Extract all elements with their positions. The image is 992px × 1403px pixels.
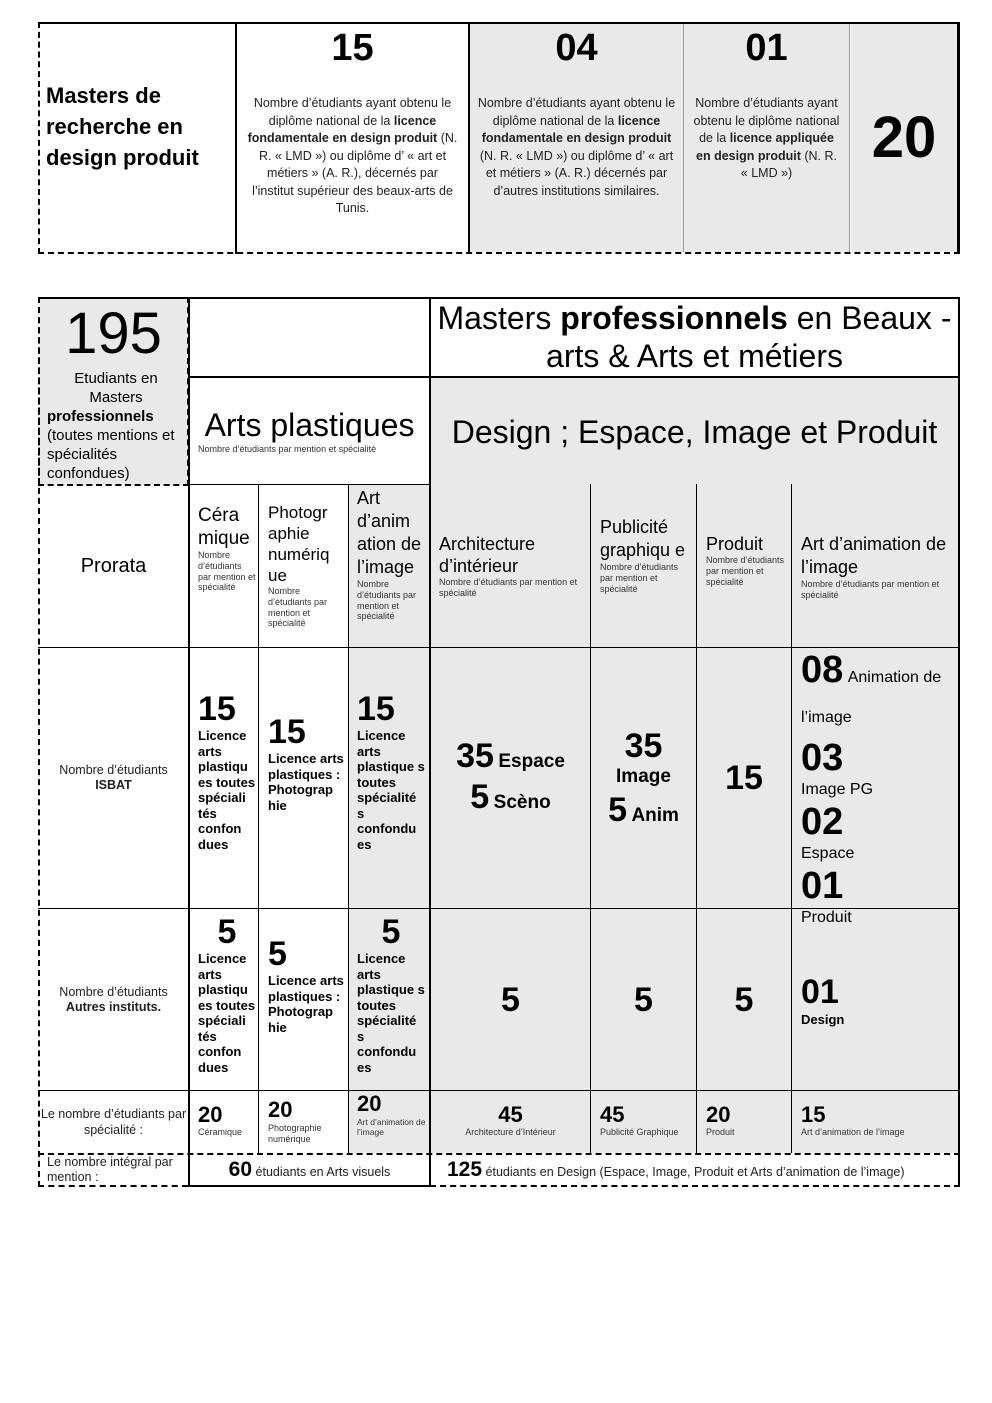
cell-number: 45 — [498, 1102, 523, 1127]
col-appliquee-description — [692, 95, 841, 183]
isbat-produit: 15 — [725, 759, 763, 797]
col-isbat-description — [245, 95, 460, 218]
spec-name: Photogr aphie numériq ue — [268, 503, 330, 585]
per-spec-photo — [268, 1097, 348, 1145]
spec-publicite — [600, 516, 692, 594]
cell-number: 01 — [801, 973, 839, 1011]
desc-text: (N. R. « LMD ») ou diplôme d’ « art et métiers » (A. R.), décernés par l’institut supérieur des beaux-arts de Tunis. — [252, 131, 458, 215]
cell-number: 03 — [801, 737, 844, 779]
cell-number: 5 — [217, 913, 237, 951]
spec-produit — [706, 533, 791, 587]
caption-bold: professionnels — [47, 408, 154, 425]
desc-bold: licence fondamentale en design produit — [247, 113, 438, 145]
design-title: Design ; Espace, Image et Produit — [451, 414, 938, 450]
integral-label: Le nombre intégral par mention : — [47, 1155, 173, 1184]
header-bold: professionnels — [560, 300, 788, 336]
cell-text: Produit — [801, 909, 852, 926]
cell-text: Céramique — [198, 1127, 243, 1137]
cell-text: Licence arts plastiqu es toutes spéciali tés confon dues — [198, 951, 256, 1075]
h-line — [430, 1185, 960, 1187]
col-isbat-licence — [235, 22, 470, 254]
cell-text: Licence arts plastiques : Photograp hie — [268, 751, 344, 813]
arts-plastiques-title: Arts plastiques — [204, 407, 415, 443]
isbat-row-label — [40, 763, 187, 793]
cell-number: 5 — [608, 791, 627, 829]
cell-text: Animation de l’image — [801, 669, 942, 726]
v-line — [696, 484, 697, 1153]
per-spec-pub — [600, 1103, 695, 1138]
col-appliquee-number: 01 — [745, 27, 788, 69]
cell-number: 08 — [801, 649, 844, 691]
cell-text: Licence arts plastique s toutes spécialité s confondu es — [357, 728, 425, 852]
desc-bold: licence fondamentale en design produit — [481, 113, 672, 145]
cell-text: Espace — [498, 751, 565, 772]
cell-number: 5 — [381, 913, 401, 951]
cell-number: 15 — [198, 690, 236, 728]
desc-text: Nombre d’étudiants ayant obtenu le diplôme national de la — [253, 96, 452, 128]
desc-text: Nombre d’étudiants ayant obtenu le diplôme national de la — [477, 96, 676, 128]
spec-name: Produit — [706, 534, 764, 554]
col-licence-appliquee — [684, 24, 850, 252]
per-spec-archi — [431, 1103, 590, 1138]
row-label-text: Nombre d’étudiants — [59, 985, 168, 999]
spec-sub: Nombre d’étudiants par mention et spécialité — [706, 555, 785, 587]
col-other-description — [476, 95, 677, 200]
header-text: en Beaux -arts & Arts et métiers — [546, 300, 952, 374]
col-isbat-number: 15 — [331, 27, 374, 69]
cell-number: 20 — [706, 1102, 731, 1127]
cell-text: Art d’animation de l’image — [357, 1117, 426, 1138]
cell-number: 20 — [268, 1097, 293, 1122]
autres-photo — [268, 935, 348, 1035]
professional-total-caption — [47, 369, 185, 483]
cell-text: Anim — [631, 805, 679, 826]
caption-text: Etudiants en Masters — [74, 370, 158, 406]
v-line — [791, 484, 792, 1153]
cell-number: 35 — [456, 737, 494, 775]
cell-number: 35 — [624, 727, 663, 765]
per-spec-label: Le nombre d’étudiants par spécialité : — [40, 1107, 187, 1137]
cell-text: Produit — [706, 1127, 735, 1137]
spec-architecture — [439, 533, 589, 599]
v-line — [258, 484, 259, 1153]
integral-arts — [190, 1157, 429, 1185]
integral-design-text: étudiants en Design (Espace, Image, Produit et Arts d’animation de l’image) — [485, 1165, 905, 1179]
autres-archi: 5 — [501, 981, 520, 1019]
per-spec-anim — [357, 1091, 427, 1137]
cell-text: Image PG — [801, 781, 874, 798]
autres-art-anim — [801, 972, 951, 1028]
cell-number: 01 — [801, 865, 844, 907]
desc-text: (N. R. « LMD ») — [740, 148, 837, 180]
desc-bold: licence appliquée en design produit — [696, 131, 834, 163]
h-line — [188, 376, 960, 378]
cell-text: Licence arts plastiques : Photograp hie — [268, 973, 344, 1035]
h-line — [38, 1185, 188, 1187]
cell-number: 45 — [600, 1102, 625, 1127]
spec-art-animation-design — [801, 533, 956, 601]
h-line — [188, 484, 430, 485]
main-header — [431, 299, 958, 375]
cell-text: Art d’animation de l’image — [801, 1127, 905, 1137]
isbat-photo — [268, 713, 348, 813]
row-label-bold: ISBAT — [95, 778, 132, 792]
isbat-art-anim — [801, 650, 958, 928]
research-masters-title: Masters de recherche en design produit — [46, 83, 199, 170]
cell-number: 5 — [470, 778, 490, 816]
cell-number: 15 — [268, 713, 306, 751]
caption-text: (toutes mentions et spécialités confondues) — [47, 427, 175, 482]
row-label-bold: Autres instituts. — [65, 1000, 162, 1014]
spec-name: Publicité graphiqu e — [600, 517, 686, 560]
isbat-archi — [431, 737, 590, 817]
cell-text: Image — [616, 766, 671, 787]
cell-text: Licence arts plastiqu es toutes spéciali tés confon dues — [198, 728, 256, 852]
spec-name: Art d’animation de l’image — [801, 534, 947, 577]
cell-number: 5 — [268, 935, 287, 973]
per-spec-art-anim — [801, 1103, 956, 1138]
isbat-anim — [357, 690, 425, 852]
integral-design-number: 125 — [447, 1158, 483, 1181]
cell-number: 15 — [801, 1102, 826, 1127]
cell-number: 20 — [357, 1091, 382, 1116]
desc-text: Nombre d’étudiants ayant obtenu le diplôme national de la — [693, 96, 840, 145]
desc-text: (N. R. « LMD ») ou diplôme d’ « art et métiers » (A. R.) décernés par d’autres institutions similaires. — [479, 148, 674, 198]
header-text: Masters — [437, 300, 561, 336]
cell-text: Espace — [801, 845, 855, 862]
cell-text: Photographie numérique — [268, 1123, 322, 1144]
integral-arts-text: étudiants en Arts visuels — [255, 1165, 391, 1179]
v-line — [348, 484, 349, 1153]
isbat-ceramique — [198, 690, 256, 852]
per-spec-produit — [706, 1103, 791, 1138]
cell-text: Publicité Graphique — [600, 1127, 679, 1137]
row-label-text: Nombre d’étudiants — [59, 763, 168, 777]
spec-sub: Nombre d’étudiants par mention et spécialité — [268, 586, 328, 629]
right-border — [958, 297, 960, 1187]
spec-name: d’intérieur — [439, 556, 519, 576]
h-line — [38, 647, 960, 648]
col-other-number: 04 — [555, 27, 598, 69]
isbat-pub — [591, 727, 696, 830]
cell-text: Scèno — [493, 792, 551, 813]
cell-number: 15 — [357, 690, 395, 728]
research-total: 20 — [851, 24, 957, 252]
spec-sub: Nombre d’étudiants par mention et spécialité — [198, 550, 256, 593]
spec-name: Architecture — [439, 534, 536, 554]
spec-ceramique — [198, 504, 256, 593]
spec-sub: Nombre d’étudiants par mention et spécialité — [357, 579, 417, 622]
integral-arts-number: 60 — [228, 1158, 253, 1181]
arts-plastiques-sub: Nombre d’étudiants par mention et spécialité — [198, 444, 377, 454]
spec-sub: Nombre d’étudiants par mention et spécialité — [600, 562, 679, 594]
spec-name: Art — [357, 488, 381, 508]
integral-design — [447, 1157, 958, 1185]
spec-sub: Nombre d’étudiants par mention et spécialité — [439, 577, 578, 598]
cell-text: Design — [801, 1012, 845, 1027]
cell-text: Licence arts plastique s toutes spécialité s confondu es — [357, 951, 425, 1075]
cell-text: Architecture d’Intérieur — [465, 1127, 556, 1137]
professional-total-number: 195 — [65, 301, 162, 366]
spec-art-animation — [357, 487, 427, 622]
autres-anim — [357, 913, 425, 1075]
cell-number: 20 — [198, 1102, 223, 1127]
h-line — [38, 1090, 960, 1091]
cell-number: 02 — [801, 801, 844, 843]
spec-photographie — [268, 502, 346, 629]
spec-sub: Nombre d’étudiants par mention et spécialité — [801, 579, 940, 600]
prorata-label: Prorata — [80, 555, 147, 577]
h-line — [188, 1185, 430, 1187]
col-other-institutions — [470, 24, 684, 252]
autres-ceramique — [198, 913, 256, 1075]
per-spec-ceramique — [198, 1103, 258, 1138]
autres-row-label — [40, 985, 187, 1015]
spec-name: Céra mique — [198, 505, 250, 549]
spec-name: d’anim ation de l’image — [357, 511, 422, 577]
autres-pub: 5 — [634, 981, 653, 1019]
autres-produit: 5 — [734, 981, 754, 1019]
